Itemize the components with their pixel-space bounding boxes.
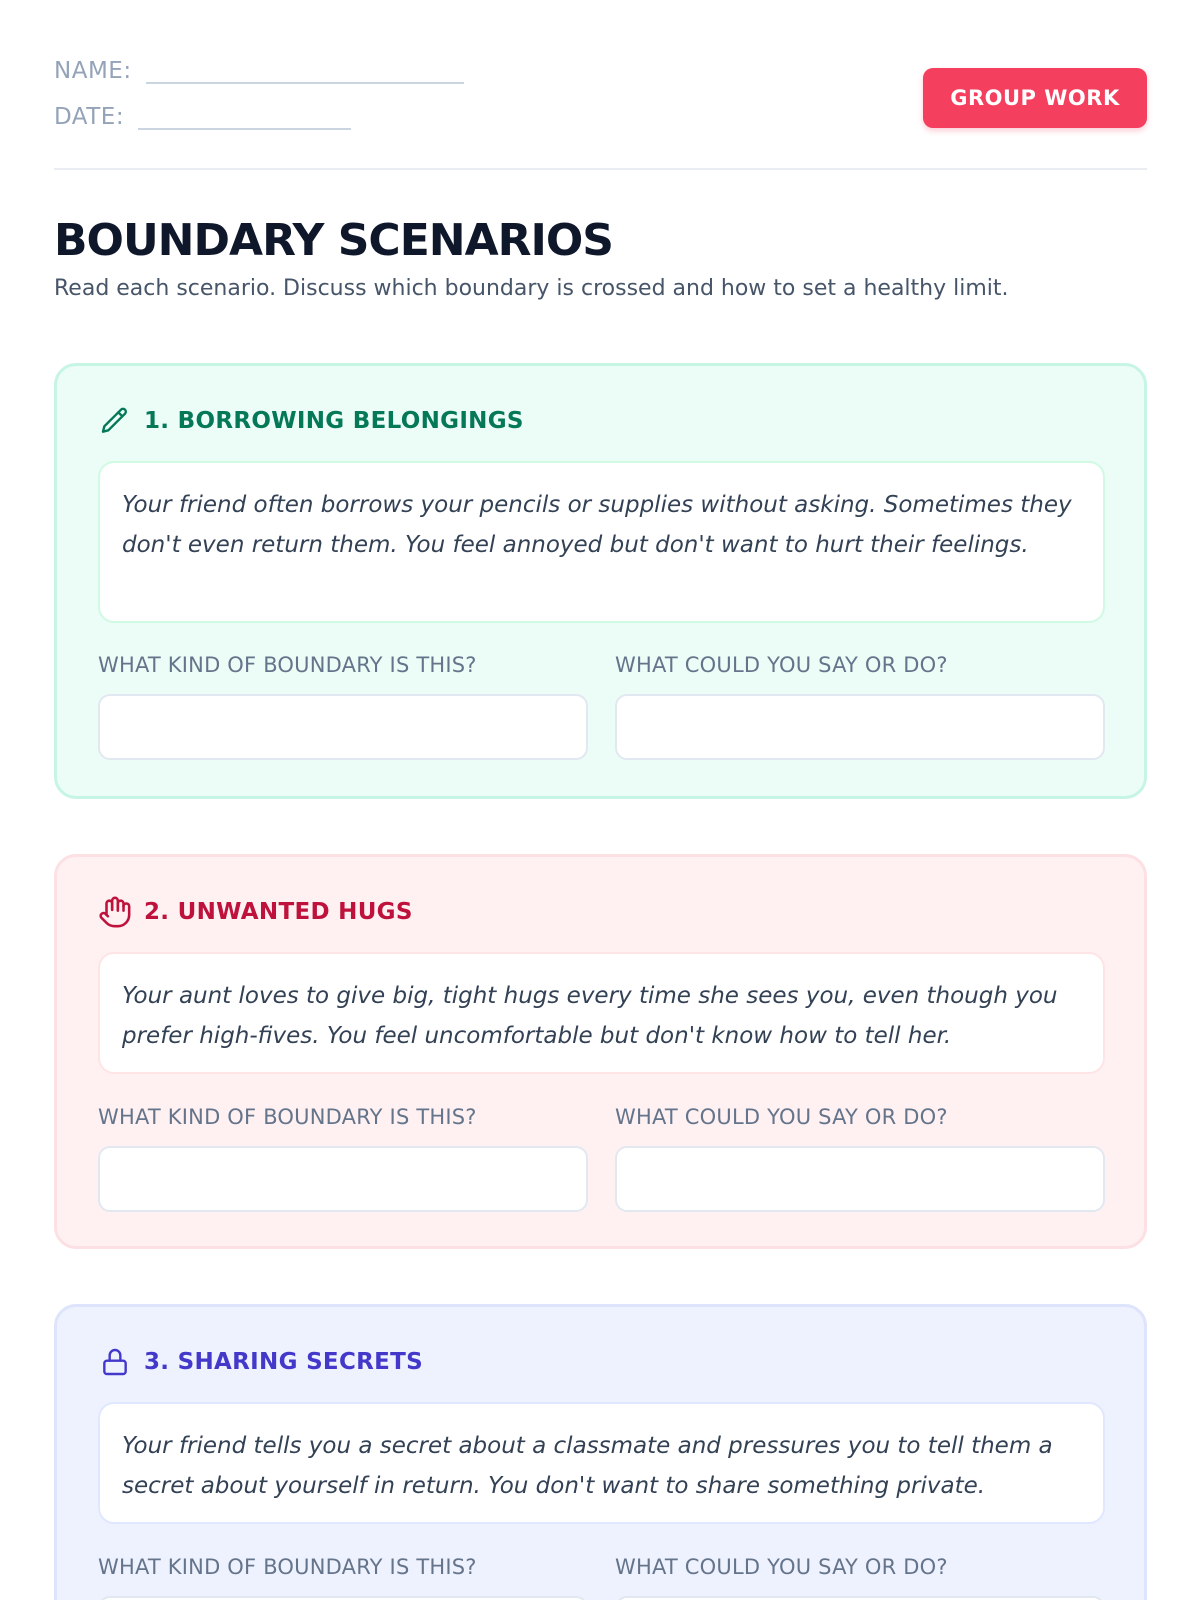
boundary-kind-input[interactable] bbox=[98, 1146, 588, 1212]
response-label: WHAT COULD YOU SAY OR DO? bbox=[615, 1105, 948, 1129]
scenario-title: 1. BORROWING BELONGINGS bbox=[144, 408, 524, 434]
scenario-text: Your friend often borrows your pencils or supplies without asking. Sometimes they don't even return them. You feel annoyed but don't want to hurt their feelings. bbox=[98, 461, 1105, 623]
pencil-icon bbox=[98, 404, 132, 438]
boundary-kind-label: WHAT KIND OF BOUNDARY IS THIS? bbox=[98, 1105, 477, 1129]
boundary-kind-label: WHAT KIND OF BOUNDARY IS THIS? bbox=[98, 1555, 477, 1579]
page-title: BOUNDARY SCENARIOS bbox=[54, 215, 613, 266]
scenario-header bbox=[98, 404, 524, 438]
name-field-row bbox=[54, 56, 464, 86]
boundary-kind-input[interactable] bbox=[98, 694, 588, 760]
response-input[interactable] bbox=[615, 694, 1105, 760]
hand-icon bbox=[98, 895, 132, 929]
lock-icon bbox=[98, 1345, 132, 1379]
scenario-card-secrets bbox=[54, 1304, 1147, 1600]
response-input[interactable] bbox=[615, 1146, 1105, 1212]
response-label: WHAT COULD YOU SAY OR DO? bbox=[615, 1555, 948, 1579]
response-label: WHAT COULD YOU SAY OR DO? bbox=[615, 653, 948, 677]
scenario-text: Your aunt loves to give big, tight hugs every time she sees you, even though you prefer high-fives. You feel uncomfortable but don't know how to tell her. bbox=[98, 952, 1105, 1074]
name-label: NAME: bbox=[54, 58, 132, 84]
response-input[interactable] bbox=[615, 1596, 1105, 1600]
scenario-header bbox=[98, 1345, 423, 1379]
boundary-kind-input[interactable] bbox=[98, 1596, 588, 1600]
scenario-header bbox=[98, 895, 413, 929]
scenario-title: 2. UNWANTED HUGS bbox=[144, 899, 413, 925]
scenario-title: 3. SHARING SECRETS bbox=[144, 1349, 423, 1375]
page-subtitle: Read each scenario. Discuss which boundary is crossed and how to set a healthy limit. bbox=[54, 276, 1009, 301]
scenario-text: Your friend tells you a secret about a classmate and pressures you to tell them a secret about yourself in return. You don't want to share something private. bbox=[98, 1402, 1105, 1524]
scenario-card-borrowing bbox=[54, 363, 1147, 799]
scenario-card-hugs bbox=[54, 854, 1147, 1249]
date-label: DATE: bbox=[54, 104, 125, 130]
group-work-badge: GROUP WORK bbox=[923, 68, 1147, 128]
boundary-kind-label: WHAT KIND OF BOUNDARY IS THIS? bbox=[98, 653, 477, 677]
name-line[interactable] bbox=[146, 82, 464, 84]
date-line[interactable] bbox=[138, 128, 351, 130]
worksheet-header bbox=[54, 56, 1147, 170]
date-field-row bbox=[54, 102, 351, 132]
